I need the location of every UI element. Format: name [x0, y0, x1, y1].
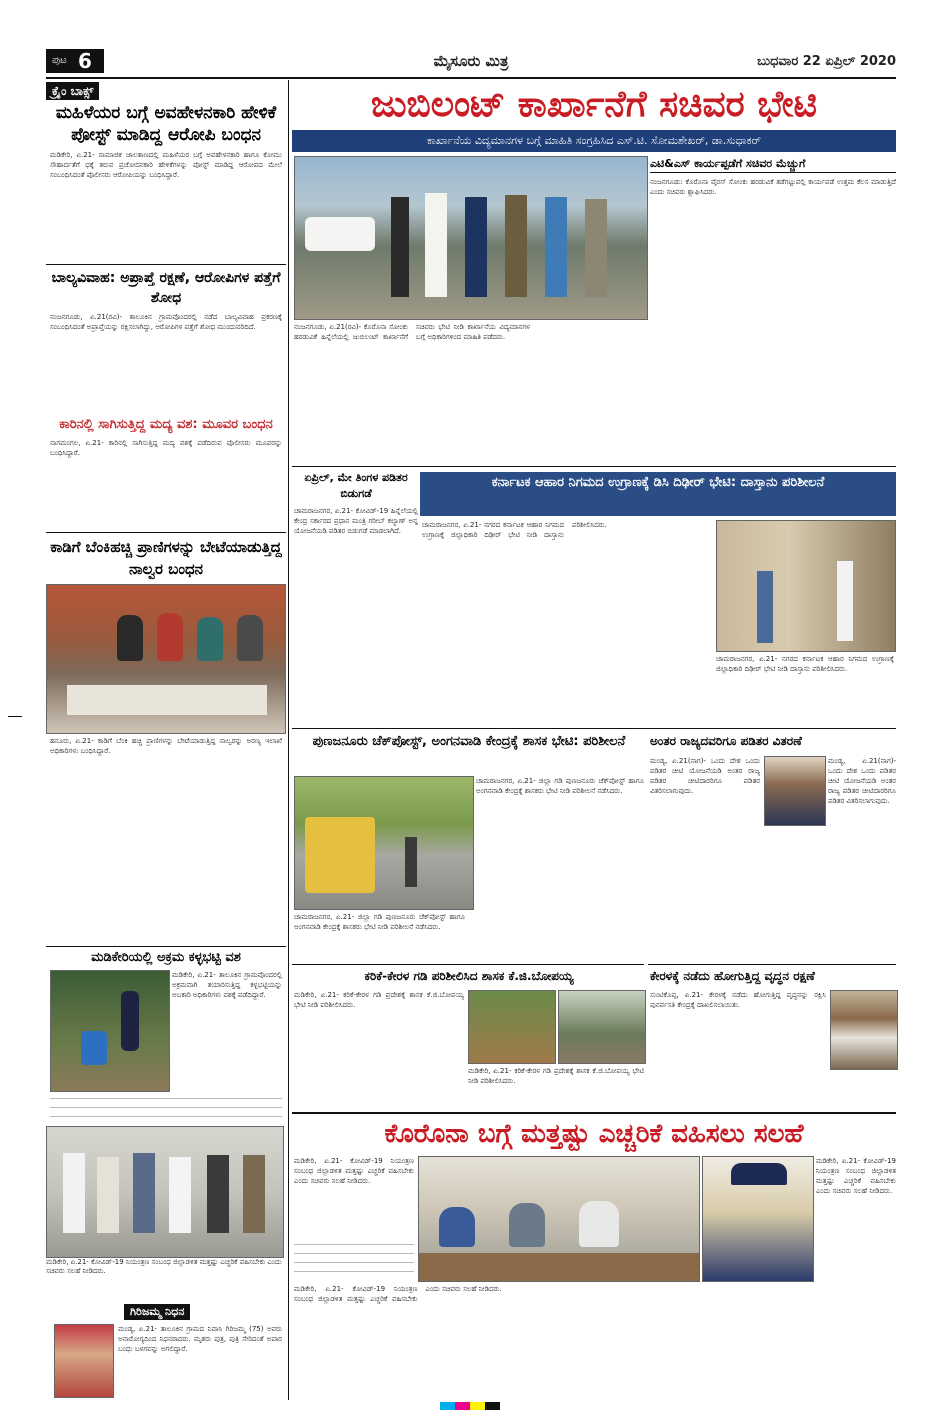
obituary-body: ಮಂಡ್ಯ, ಏ.21- ತಾಲೂಕಿನ ಗ್ರಾಮದ ನಿವಾಸಿ ಗಿರಿಜಮ್ಮ (75) ಅವರು ಅನಾರೋಗ್ಯದಿಂದ ನಿಧನರಾದರು. ಮೃತರು ಪುತ್ರ, ಪುತ್ರಿ ಸೇರಿದಂತೆ ಅಪಾರ ಬಂಧು ಬಳಗವನ್ನು ಅಗಲಿದ್ದಾರೆ. [118, 1325, 282, 1353]
lead-side-box [650, 156, 896, 318]
obituary-portrait [54, 1324, 114, 1398]
poachers-photo [46, 584, 286, 734]
food-corp-headline: ಕರ್ನಾಟಕ ಆಹಾರ ನಿಗಮದ ಉಗ್ರಾಣಕ್ಕೆ ಡಿಸಿ ದಿಢೀರ್ ಭೇಟಿ: ದಾಸ್ತಾನು ಪರಿಶೀಲನೆ [491, 475, 825, 490]
story2-headline: ಬಾಲ್ಯವಿವಾಹ: ಅಪ್ರಾಪ್ತೆ ರಕ್ಷಣೆ, ಆರೋಪಿಗಳ ಪತ್ತೆಗೆ ಶೋಧ [51, 270, 281, 306]
elderly-man-photo [830, 990, 898, 1070]
story3-headline: ಕಾರಿನಲ್ಲಿ ಸಾಗಿಸುತ್ತಿದ್ದ ಮದ್ಯ ವಶ: ಮೂವರ ಬಂಧನ [59, 417, 273, 432]
divider [648, 964, 896, 965]
ration-headline: ಏಪ್ರಿಲ್, ಮೇ ತಿಂಗಳ ಪಡಿತರ ಬಿಡುಗಡೆ [304, 471, 408, 500]
masthead-rule [46, 77, 896, 79]
bottom-body-continued [294, 1240, 414, 1280]
issue-date: ಬುಧವಾರ 22 ಏಪ್ರಿಲ್ 2020 [757, 54, 896, 69]
karike-photo-1 [468, 990, 556, 1064]
ration-side-box [294, 470, 418, 724]
divider [292, 964, 644, 965]
story1-headline: ಮಹಿಳೆಯರ ಬಗ್ಗೆ ಅವಹೇಳನಕಾರಿ ಹೇಳಿಕೆ ಪೋಸ್ಟ್ ಮಾಡಿದ್ದ ಆರೋಪಿ ಬಂಧನ [55, 103, 277, 145]
lead-subhead: ಕಾರ್ಖಾನೆಯ ವಿದ್ಯಮಾನಗಳ ಬಗ್ಗೆ ಮಾಹಿತಿ ಸಂಗ್ರಹಿಸಿದ ಎಸ್.ಟಿ. ಸೋಮಶೇಖರ್, ಡಾ.ಸುಧಾಕರ್ [427, 134, 761, 147]
officer-portrait [764, 756, 826, 826]
section-tag: ಕ್ರೈಂ ಬಾಕ್ಸ್ [46, 82, 99, 100]
checkpost-body: ಚಾಮರಾಜನಗರ, ಏ.21- ಜಿಲ್ಲಾ ಗಡಿ ಪುಣಜನೂರು ಚೆಕ್‌ಪೋಸ್ಟ್ ಹಾಗೂ ಅಂಗನವಾಡಿ ಕೇಂದ್ರಕ್ಕೆ ಶಾಸಕರು ಭೇಟಿ ನೀಡಿ ಪರಿಶೀಲನೆ ನಡೆಸಿದರು. [294, 913, 465, 931]
page-number: 6 [78, 49, 92, 73]
karike-border-body-2: ಮಡಿಕೇರಿ, ಏ.21- ಕರಿಕೆ-ಕೇರಳ ಗಡಿ ಪ್ರದೇಶಕ್ಕೆ ಶಾಸಕ ಕೆ.ಜಿ.ಬೋಪಯ್ಯ ಭೇಟಿ ನೀಡಿ ಪರಿಶೀಲಿಸಿದರು. [468, 1067, 644, 1085]
masthead [46, 47, 896, 77]
lead-subhead-bar [292, 130, 896, 152]
karike-border-body: ಮಡಿಕೇರಿ, ಏ.21- ಕರಿಕೆ-ಕೇರಳ ಗಡಿ ಪ್ರದೇಶಕ್ಕೆ ಶಾಸಕ ಕೆ.ಜಿ.ಬೋಪಯ್ಯ ಭೇಟಿ ನೀಡಿ ಪರಿಶೀಲಿಸಿದರು. [294, 991, 464, 1009]
page-number-tag [46, 49, 104, 73]
minister-visit-photo [294, 156, 648, 320]
divider [46, 946, 286, 947]
registration-mark [8, 716, 22, 717]
divider [292, 1112, 896, 1114]
bottom-body-col-right: ಮಡಿಕೇರಿ, ಏ.21- ಕೋವಿಡ್-19 ನಿಯಂತ್ರಣ ಸಂಬಂಧ ಜಿಲ್ಲಾಡಳಿತ ಮತ್ತಷ್ಟು ಎಚ್ಚರಿಕೆ ವಹಿಸಬೇಕು ಎಂದು ಸಚಿವರು ಸಲಹೆ ನೀಡಿದರು. [816, 1157, 896, 1195]
meeting-photo [418, 1156, 700, 1282]
warehouse-caption: ಚಾಮರಾಜನಗರ, ಏ.21- ನಗರದ ಕರ್ನಾಟಕ ಆಹಾರ ನಿಗಮದ ಉಗ್ರಾಣಕ್ಕೆ ಜಿಲ್ಲಾಧಿಕಾರಿ ದಿಢೀರ್ ಭೇಟಿ ನೀಡಿ ದಾಸ್ತಾನು ಪರಿಶೀಲಿಸಿದರು. [716, 655, 894, 673]
obituary-tag: ಗಿರಿಜಮ್ಮ ನಿಧನ [124, 1304, 190, 1320]
warehouse-photo [716, 520, 896, 652]
divider [46, 264, 286, 265]
color-bar [440, 1402, 500, 1410]
karike-photo-2 [558, 990, 646, 1064]
bottom-headline: ಕೊರೊನಾ ಬಗ್ಗೆ ಮತ್ತಷ್ಟು ಎಚ್ಚರಿಕೆ ವಹಿಸಲು ಸಲಹೆ [384, 1119, 804, 1149]
interstate-ration-headline: ಅಂತರ ರಾಜ್ಯದವರಿಗೂ ಪಡಿತರ ವಿತರಣೆ [650, 734, 802, 748]
story4-body: ಹನೂರು, ಏ.21- ಕಾಡಿಗೆ ಬೆಂಕಿ ಹಚ್ಚಿ ಪ್ರಾಣಿಗಳನ್ನು ಬೇಟೆಯಾಡುತ್ತಿದ್ದ ನಾಲ್ವರನ್ನು ಅರಣ್ಯ ಇಲಾಖೆ ಅಧಿಕಾರಿಗಳು ಬಂಧಿಸಿದ್ದಾರೆ. [50, 737, 282, 755]
story5-continued [50, 1094, 282, 1124]
lead-headline: ಜುಬಿಲಂಟ್ ಕಾರ್ಖಾನೆಗೆ ಸಚಿವರ ಭೇಟಿ [370, 84, 818, 125]
food-corp-body: ಚಾಮರಾಜನಗರ, ಏ.21- ನಗರದ ಕರ್ನಾಟಕ ಆಹಾರ ನಿಗಮದ ಉಗ್ರಾಣಕ್ಕೆ ಜಿಲ್ಲಾಧಿಕಾರಿ ದಿಢೀರ್ ಭೇಟಿ ನೀಡಿ ದಾಸ್ತಾನು ಪರಿಶೀಲಿಸಿದರು. [422, 521, 607, 539]
story1-body: ಮಡಿಕೇರಿ, ಏ.21- ಸಾಮಾಜಿಕ ಜಾಲತಾಣದಲ್ಲಿ ಮಹಿಳೆಯರ ಬಗ್ಗೆ ಅವಹೇಳನಕಾರಿ ಹಾಗೂ ಕೋಮು ಸೌಹಾರ್ದತೆಗೆ ಧಕ್ಕೆ ತರುವ ಪ್ರಚೋದನಕಾರಿ ಹೇಳಿಕೆಗಳನ್ನು ಪೋಸ್ಟ್ ಮಾಡಿದ್ದ ಆರೋಪದ ಮೇಲೆ ಸಂಬಂಧಿಸಿದಂತೆ ಪೊಲೀಸರು ಆರೋಪಿಯನ್ನು ಬಂಧಿಸಿದ್ದಾರೆ. [50, 151, 282, 179]
elderly-rescue-headline: ಕೇರಳಕ್ಕೆ ನಡೆದು ಹೋಗುತ್ತಿದ್ದ ವೃದ್ಧನ ರಕ್ಷಣೆ [650, 969, 815, 983]
bottom-body-columns: ಮಡಿಕೇರಿ, ಏ.21- ಕೋವಿಡ್-19 ನಿಯಂತ್ರಣ ಸಂಬಂಧ ಜಿಲ್ಲಾಡಳಿತ ಮತ್ತಷ್ಟು ಎಚ್ಚರಿಕೆ ವಹಿಸಬೇಕು ಎಂದು ಸಚಿವರು ಸಲಹೆ ನೀಡಿದರು. [294, 1285, 502, 1303]
ration-body: ಚಾಮರಾಜನಗರ, ಏ.21- ಕೋವಿಡ್-19 ಹಿನ್ನೆಲೆಯಲ್ಲಿ ಕೇಂದ್ರ ಸರ್ಕಾರದ ಪ್ರಧಾನ ಮಂತ್ರಿ ಗರೀಬ್ ಕಲ್ಯಾಣ್ ಅನ್ನ ಯೋಜನೆಯಡಿ ಪಡಿತರ ಬಿಡುಗಡೆ ಮಾಡಲಾಗಿದೆ. [294, 507, 418, 535]
lead-side-body: ನಂಜನಗೂಡು: ಕೊರೊನಾ ವೈರಸ್ ಸೋಂಕು ಹರಡುವಿಕೆ ತಡೆಗಟ್ಟುವಲ್ಲಿ ಕಾರ್ಯಪಡೆ ಉತ್ತಮ ಕೆಲಸ ಮಾಡುತ್ತಿದೆ ಎಂದು ಸಚಿವರು ಶ್ಲಾಘಿಸಿದರು. [650, 178, 896, 196]
story3-body: ನಾಗಮಂಗಲ, ಏ.21- ಕಾರಿನಲ್ಲಿ ಸಾಗಿಸುತ್ತಿದ್ದ ಮದ್ಯ ವಶಕ್ಕೆ ಪಡೆದಿರುವ ಪೊಲೀಸರು ಮೂವರನ್ನು ಬಂಧಿಸಿದ್ದಾರೆ. [50, 439, 282, 457]
checkpost-headline: ಪುಣಜನೂರು ಚೆಕ್‌ಪೋಸ್ಟ್, ಅಂಗನವಾಡಿ ಕೇಂದ್ರಕ್ಕೆ ಶಾಸಕ ಭೇಟಿ: ಪರಿಶೀಲನೆ [312, 734, 626, 749]
checkpost-body-right: ಚಾಮರಾಜನಗರ, ಏ.21- ಜಿಲ್ಲಾ ಗಡಿ ಪುಣಜನೂರು ಚೆಕ್‌ಪೋಸ್ಟ್ ಹಾಗೂ ಅಂಗನವಾಡಿ ಕೇಂದ್ರಕ್ಕೆ ಶಾಸಕರು ಭೇಟಿ ನೀಡಿ ಪರಿಶೀಲನೆ ನಡೆಸಿದರು. [476, 777, 644, 795]
paper-name: ಮೈಸೂರು ಮಿತ್ರ [433, 52, 509, 70]
divider [292, 466, 896, 467]
story4-headline: ಕಾಡಿಗೆ ಬೆಂಕಿಹಚ್ಚಿ ಪ್ರಾಣಿಗಳನ್ನು ಬೇಟೆಯಾಡುತ್ತಿದ್ದ ನಾಲ್ವರ ಬಂಧನ [50, 538, 282, 578]
interstate-ration-body: ಮಂಡ್ಯ, ಏ.21(ನಾಗ)- ಒಂದು ದೇಶ ಒಂದು ಪಡಿತರ ಚೀಟಿ ಯೋಜನೆಯಡಿ ಅಂತರ ರಾಜ್ಯ ಪಡಿತರ ಚೀಟಿದಾರರಿಗೂ ಪಡಿತರ ವಿತರಿಸಲಾಗುವುದು. [650, 757, 760, 795]
liquor-seizure-photo [50, 970, 170, 1092]
police-officer-photo [702, 1156, 814, 1282]
column-divider [288, 80, 289, 1400]
lead-side-headline: ಎಟಿ&ಎಸ್ ಕಾರ್ಯಪ್ಪಡೆಗೆ ಸಚಿವರ ಮೆಚ್ಚುಗೆ [650, 156, 896, 173]
divider [292, 728, 896, 729]
story5-headline: ಮಡಿಕೇರಿಯಲ್ಲಿ ಅಕ್ರಮ ಕಳ್ಳಭಟ್ಟಿ ವಶ [91, 950, 241, 965]
elderly-rescue-body: ಸುಂಟಿಕೊಪ್ಪ, ಏ.21- ಕೇರಳಕ್ಕೆ ನಡೆದು ಹೋಗುತ್ತಿದ್ದ ವೃದ್ಧನನ್ನು ರಕ್ಷಿಸಿ ಪುನರ್ವಸತಿ ಕೇಂದ್ರಕ್ಕೆ ದಾಖಲಿಸಲಾಯಿತು. [650, 991, 826, 1009]
bottom-body-col1: ಮಡಿಕೇರಿ, ಏ.21- ಕೋವಿಡ್-19 ನಿಯಂತ್ರಣ ಸಂಬಂಧ ಜಿಲ್ಲಾಡಳಿತ ಮತ್ತಷ್ಟು ಎಚ್ಚರಿಕೆ ವಹಿಸಬೇಕು ಎಂದು ಸಚಿವರು ಸಲಹೆ ನೀಡಿದರು. [294, 1157, 414, 1185]
checkpost-photo [294, 776, 474, 910]
page-label: ಪುಟ [52, 55, 67, 66]
food-corp-headline-bar [420, 472, 896, 516]
story2-body: ನಂಜನಗೂಡು, ಏ.21(ರವಿ)- ತಾಲೂಕಿನ ಗ್ರಾಮವೊಂದರಲ್ಲಿ ನಡೆದ ಬಾಲ್ಯವಿವಾಹ ಪ್ರಕರಣಕ್ಕೆ ಸಂಬಂಧಿಸಿದಂತೆ ಅಪ್ರಾಪ್ತೆಯನ್ನು ರಕ್ಷಿಸಲಾಗಿದ್ದು, ಆರೋಪಿಗಳ ಪತ್ತೆಗೆ ಶೋಧ ಮುಂದುವರಿದಿದೆ. [50, 313, 282, 331]
lead-body: ನಂಜನಗೂಡು, ಏ.21(ರವಿ)- ಕೊರೊನಾ ಸೋಂಕು ಹರಡುವಿಕೆ ಹಿನ್ನೆಲೆಯಲ್ಲಿ ಜುಬಿಲಂಟ್ ಕಾರ್ಖಾನೆಗೆ ಸಚಿವರು ಭೇಟಿ ನೀಡಿ ಕಾರ್ಖಾನೆಯ ವಿದ್ಯಮಾನಗಳ ಬಗ್ಗೆ ಅಧಿಕಾರಿಗಳಿಂದ ಮಾಹಿತಿ ಪಡೆದರು. [294, 323, 530, 341]
karike-border-headline: ಕರಿಕೆ-ಕೇರಳ ಗಡಿ ಪರಿಶೀಲಿಸಿದ ಶಾಸಕ ಕೆ.ಜಿ.ಬೋಪಯ್ಯ [364, 969, 574, 983]
story5-body: ಮಡಿಕೇರಿ, ಏ.21- ತಾಲೂಕಿನ ಗ್ರಾಮವೊಂದರಲ್ಲಿ ಅಕ್ರಮವಾಗಿ ತಯಾರಿಸುತ್ತಿದ್ದ ಕಳ್ಳಭಟ್ಟಿಯನ್ನು ಅಬಕಾರಿ ಅಧಿಕಾರಿಗಳು ವಶಕ್ಕೆ ಪಡೆದಿದ್ದಾರೆ. [172, 971, 282, 999]
officials-group-photo [46, 1126, 284, 1258]
officials-photo-caption: ಮಡಿಕೇರಿ, ಏ.21- ಕೋವಿಡ್-19 ನಿಯಂತ್ರಣ ಸಂಬಂಧ ಜಿಲ್ಲಾಡಳಿತ ಮತ್ತಷ್ಟು ಎಚ್ಚರಿಕೆ ವಹಿಸಬೇಕು ಎಂದು ಸಚಿವರು ಸಲಹೆ ನೀಡಿದರು. [46, 1258, 282, 1275]
interstate-ration-body-right: ಮಂಡ್ಯ, ಏ.21(ನಾಗ)- ಒಂದು ದೇಶ ಒಂದು ಪಡಿತರ ಚೀಟಿ ಯೋಜನೆಯಡಿ ಅಂತರ ರಾಜ್ಯ ಪಡಿತರ ಚೀಟಿದಾರರಿಗೂ ಪಡಿತರ ವಿತರಿಸಲಾಗುವುದು. [828, 757, 896, 805]
divider [46, 532, 286, 533]
